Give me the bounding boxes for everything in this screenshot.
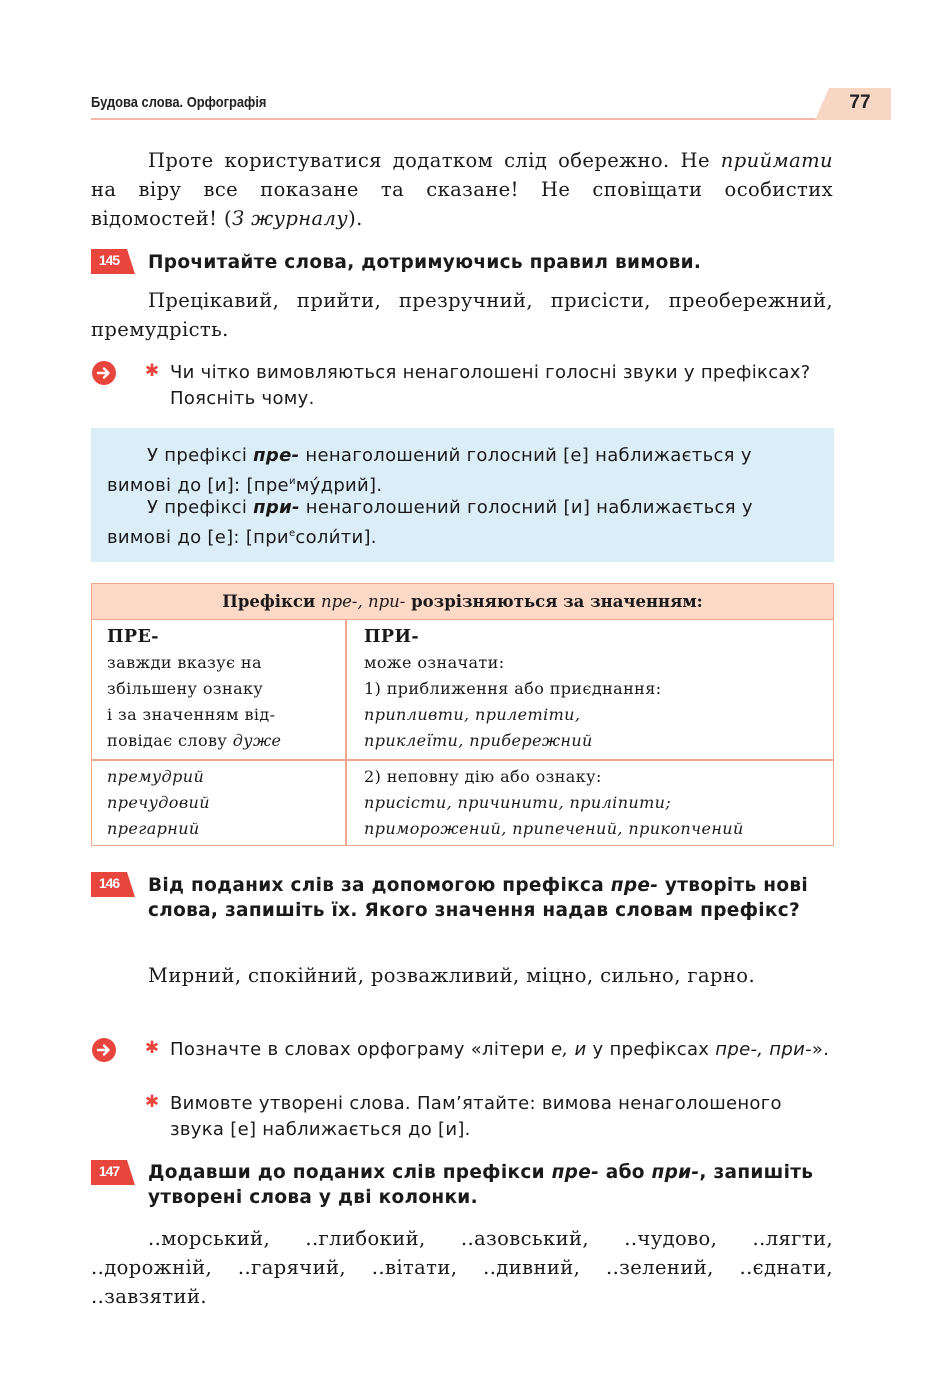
header-text: розрізняються за значенням: — [405, 592, 703, 611]
cell-title: ПРЕ- — [107, 627, 159, 647]
intro-source: З журналу — [231, 207, 349, 230]
table-divider — [345, 620, 347, 846]
cell-line: припливти, прилетіти, — [364, 705, 581, 724]
task-text: ». — [811, 1039, 830, 1060]
cell-line — [107, 728, 281, 754]
exercise-badge-145 — [91, 249, 135, 274]
exercise-number: 147 — [98, 1163, 120, 1179]
cell-line: пречудовий — [107, 793, 210, 812]
intro-paragraph — [91, 146, 833, 233]
task-italic: пре-, при- — [715, 1039, 812, 1060]
header-divider — [91, 118, 831, 120]
exercise-145-words: Прецікавий, прийти, презручний, присісти, преобережний, премудрість. — [91, 289, 833, 341]
cell-line: премудрий — [107, 767, 205, 786]
exercise-146-task-2: Вимовте утворені слова. Пам’ятайте: вимова ненаголошеного звука [е] наближається до [и]. — [170, 1093, 782, 1140]
cell-line: збільшену ознаку — [107, 679, 264, 698]
instruction-text: Додавши до поданих слів префікси — [148, 1162, 552, 1183]
rule-text: му́дрий]. — [295, 475, 383, 496]
cell-italic: дуже — [232, 731, 282, 750]
prefix-pri: при- — [253, 497, 300, 518]
prefix-table — [91, 583, 834, 846]
asterisk-icon: ✱ — [144, 361, 160, 381]
cell-line: завжди вказує на — [107, 653, 262, 672]
exercise-147-words: ..морський, ..глибокий, ..азовський, ..чудово, ..лягти, ..дорожній, ..гарячий, ..вітати, ..дивний, ..зелений, ..єднати, ..завзятий. — [91, 1227, 833, 1308]
table-header — [92, 584, 833, 620]
exercise-147-instruction — [148, 1160, 833, 1210]
cell-pri-description — [364, 624, 662, 754]
prefix-pre: пре- — [253, 445, 300, 466]
instruction-text: Від поданих слів за допомогою префікса — [148, 875, 611, 896]
header-italic: пре-, при- — [320, 592, 406, 611]
cell-line: прегарний — [107, 819, 200, 838]
asterisk-icon: ✱ — [144, 1038, 160, 1058]
rule-text: ненаголошений голосний [и] наближається у вимові до [е]: [при — [107, 497, 753, 548]
rule-text: У префіксі — [147, 445, 254, 466]
table-divider — [92, 759, 833, 761]
cell-line: може означати: — [364, 653, 505, 672]
exercise-number: 145 — [98, 252, 120, 268]
cell-line: приклеїти, прибережний — [364, 731, 593, 750]
cell-title: ПРИ- — [364, 627, 420, 647]
exercise-badge-147 — [91, 1160, 135, 1185]
cell-line: приморожений, припечений, прикопчений — [364, 819, 744, 838]
exercise-146-instruction — [148, 873, 833, 923]
task-italic: е, и — [551, 1039, 587, 1060]
cell-pre-description — [107, 624, 281, 754]
instruction-text: утворіть нові слова, запишіть їх. Якого значення надав словам префікс? — [148, 875, 809, 921]
page-header — [91, 88, 891, 122]
cell-pri-examples — [364, 764, 744, 842]
instruction-text: , запишіть утворені слова у дві колонки. — [148, 1162, 814, 1208]
task-text: Позначте в словах орфограму «літери — [170, 1039, 552, 1060]
cell-line: 1) приближення або приєднання: — [364, 679, 662, 698]
arrow-right-circle-icon — [92, 1038, 116, 1062]
instruction-text: або — [599, 1162, 652, 1183]
intro-text: ). — [348, 207, 363, 230]
page-number: 77 — [849, 92, 871, 113]
intro-text: Проте користуватися додатком слід обережно. Не — [148, 149, 721, 172]
exercise-145-instruction: Прочитайте слова, дотримуючись правил вимови. — [148, 252, 702, 273]
exercise-145-task: Чи чітко вимовляються ненаголошені голосні звуки у префіксах? Поясніть чому. — [170, 362, 811, 409]
rule-text: У префіксі — [147, 497, 254, 518]
exercise-number: 146 — [98, 875, 120, 891]
rule-text: соли́ти]. — [295, 527, 377, 548]
cell-line: присісти, причинити, приліпити; — [364, 793, 672, 812]
task-text: у префіксах — [586, 1039, 716, 1060]
superscript: и — [288, 476, 296, 487]
page-number-tab — [829, 88, 891, 120]
rule-pri — [107, 495, 819, 551]
asterisk-icon: ✱ — [144, 1092, 160, 1112]
cell-line: 2) неповну дію або ознаку: — [364, 767, 602, 786]
cell-line: і за значенням від- — [107, 705, 276, 724]
header-text: Префікси — [222, 592, 321, 611]
exercise-badge-146 — [91, 872, 135, 897]
rule-text: ненаголошений голосний [е] наближається у вимові до [и]: [пре — [107, 445, 752, 496]
instruction-italic: пре- — [551, 1162, 600, 1183]
instruction-italic: при- — [651, 1162, 700, 1183]
rule-pre — [107, 443, 819, 499]
exercise-146-words: Мирний, спокійний, розважливий, міцно, сильно, гарно. — [148, 964, 756, 987]
rule-info-box — [91, 428, 834, 562]
intro-italic: приймати — [720, 149, 833, 172]
cell-pre-examples — [107, 764, 210, 842]
intro-text: на віру все показане та сказане! Не сповіщати особистих відомостей! ( — [91, 178, 833, 230]
section-title: Будова слова. Орфографія — [91, 94, 267, 111]
cell-text: повідає слову — [107, 731, 233, 750]
superscript: е — [288, 528, 296, 539]
instruction-italic: пре- — [610, 875, 659, 896]
exercise-146-task-1 — [170, 1037, 833, 1063]
arrow-right-circle-icon — [92, 361, 116, 385]
